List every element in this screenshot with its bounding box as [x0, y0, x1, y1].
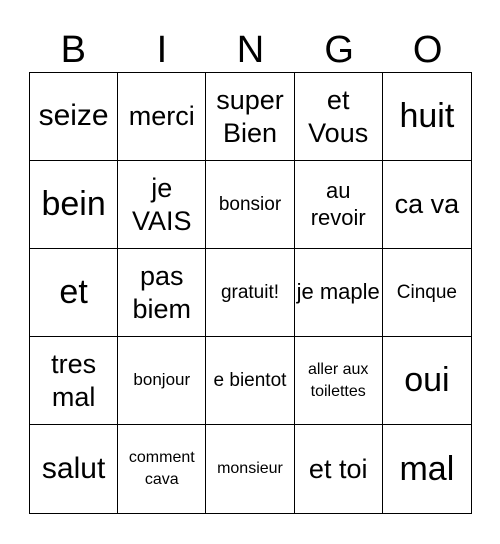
bingo-cell[interactable] — [118, 425, 206, 513]
bingo-cell[interactable] — [295, 73, 383, 161]
bingo-cell[interactable] — [118, 161, 206, 249]
cell-text: ca va — [394, 189, 460, 220]
header-letter-n: N — [236, 29, 265, 71]
bingo-cell[interactable] — [383, 73, 471, 161]
bingo-cell[interactable] — [30, 337, 118, 425]
cell-text: bonsior — [218, 193, 282, 215]
cell-text: merci — [128, 101, 195, 132]
header-letter-i: I — [156, 29, 168, 71]
cell-text: e bientot — [213, 369, 287, 391]
cell-text: et — [59, 273, 88, 312]
cell-text: Cinque — [396, 281, 457, 303]
cell-text: mal — [399, 449, 455, 488]
bingo-cell[interactable] — [383, 337, 471, 425]
bingo-cell[interactable] — [118, 73, 206, 161]
cell-text: oui — [404, 361, 450, 400]
cell-text: et toi — [308, 453, 368, 484]
bingo-cell[interactable] — [206, 337, 294, 425]
cell-text: monsieur — [217, 460, 283, 478]
bingo-cell[interactable] — [295, 337, 383, 425]
cell-text: bonjour — [133, 370, 191, 390]
bingo-cell[interactable] — [295, 161, 383, 249]
bingo-header — [29, 28, 472, 72]
bingo-cell[interactable] — [30, 161, 118, 249]
bingo-cell[interactable] — [206, 425, 294, 513]
cell-text: au revoir — [310, 178, 366, 230]
header-letter-o: O — [412, 29, 443, 71]
cell-text: gratuit! — [220, 281, 280, 303]
cell-text: pas biem — [132, 261, 192, 324]
bingo-cell[interactable] — [383, 425, 471, 513]
cell-text: comment cava — [128, 449, 195, 488]
bingo-cell[interactable] — [30, 425, 118, 513]
bingo-board — [29, 72, 472, 514]
bingo-cell[interactable] — [206, 161, 294, 249]
cell-text: aller aux toilettes — [307, 360, 369, 400]
cell-text: tres mal — [51, 349, 97, 412]
bingo-cell[interactable] — [295, 249, 383, 337]
cell-text: huit — [399, 97, 455, 136]
cell-text: je VAIS — [132, 173, 192, 236]
cell-text: et Vous — [308, 85, 369, 148]
bingo-cell[interactable] — [383, 249, 471, 337]
bingo-cell[interactable] — [118, 337, 206, 425]
cell-text: salut — [41, 451, 106, 485]
bingo-cell[interactable] — [295, 425, 383, 513]
bingo-cell[interactable] — [30, 249, 118, 337]
bingo-cell[interactable] — [206, 73, 294, 161]
cell-text: bein — [41, 185, 106, 224]
cell-text: super Bien — [216, 85, 284, 148]
cell-text: je maple — [296, 279, 380, 305]
header-letter-g: G — [324, 29, 354, 71]
bingo-cell[interactable] — [383, 161, 471, 249]
bingo-cell[interactable] — [118, 249, 206, 337]
bingo-cell[interactable] — [30, 73, 118, 161]
bingo-cell[interactable] — [206, 249, 294, 337]
header-letter-b: B — [60, 29, 86, 71]
cell-text: seize — [38, 99, 109, 133]
